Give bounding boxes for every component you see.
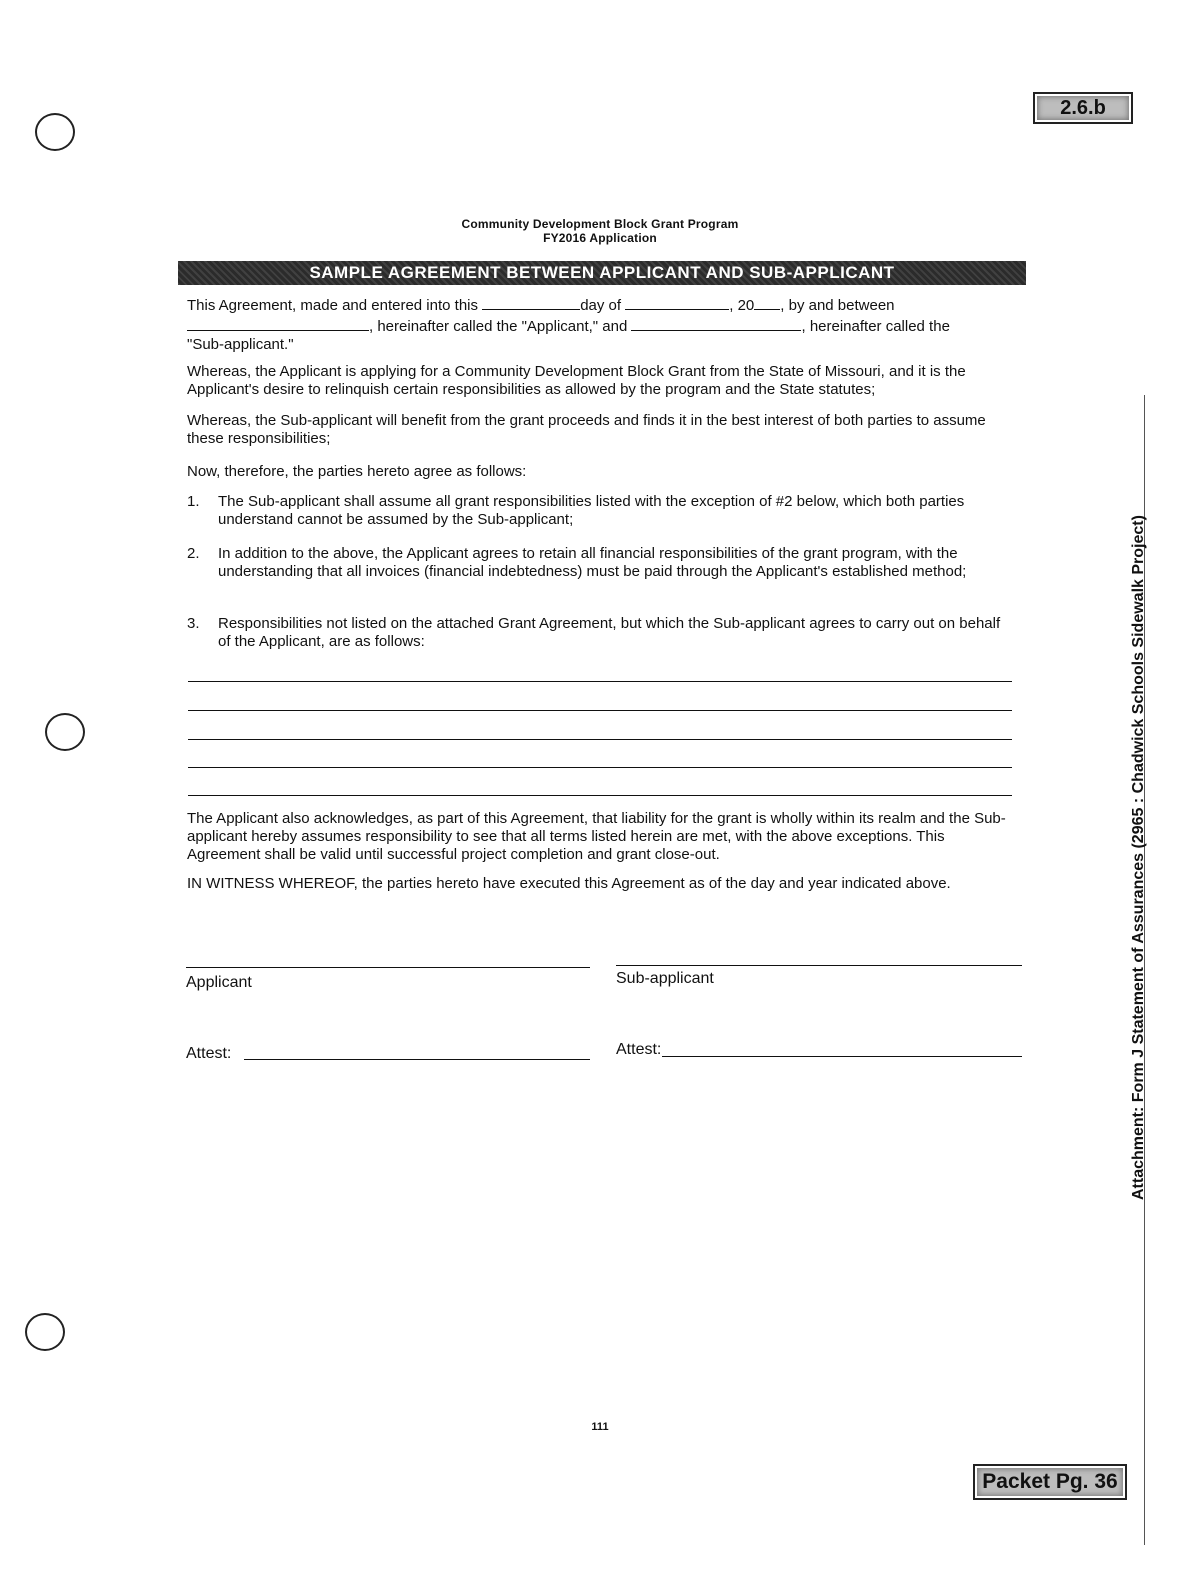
list-item-number: 3. <box>187 615 200 632</box>
agreement-title: SAMPLE AGREEMENT BETWEEN APPLICANT AND SUB-APPLICANT <box>178 261 1026 285</box>
sub-applicant-label: Sub-applicant <box>616 970 714 987</box>
punch-hole-top <box>35 113 75 151</box>
responsibility-line[interactable] <box>188 795 1012 796</box>
list-item-number: 1. <box>187 493 200 510</box>
attachment-side-label: Attachment: Form J Statement of Assurances (2965 : Chadwick Schools Sidewalk Project) <box>1130 515 1147 1200</box>
list-item-text: The Sub-applicant shall assume all grant responsibilities listed with the exception of #2 below, which both parties understand cannot be assumed by the Sub-applicant; <box>218 493 965 528</box>
intro-paragraph <box>187 296 1012 354</box>
program-header: Community Development Block Grant Program <box>461 217 739 231</box>
attest-line-right[interactable] <box>662 1056 1022 1057</box>
attest-label-right: Attest: <box>616 1041 662 1058</box>
attest-label-left: Attest: <box>186 1045 232 1062</box>
intro-text: , hereinafter called the <box>801 318 950 335</box>
now-therefore-paragraph: Now, therefore, the parties hereto agree as follows: <box>187 463 527 480</box>
intro-text: "Sub-applicant." <box>187 336 294 353</box>
intro-text: , 20 <box>729 297 755 314</box>
responsibility-line[interactable] <box>188 739 1012 740</box>
sub-applicant-signature-line[interactable] <box>616 965 1022 966</box>
whereas-paragraph-2: Whereas, the Sub-applicant will benefit from the grant proceeds and finds it in the best interest of both parties to assume these responsibilities; <box>187 412 986 447</box>
intro-text: , hereinafter called the "Applicant," and <box>369 318 628 335</box>
packet-page-badge: Packet Pg. 36 <box>973 1464 1127 1500</box>
punch-hole-middle <box>45 713 85 751</box>
responsibility-line[interactable] <box>188 767 1012 768</box>
attest-line-left[interactable] <box>244 1059 590 1060</box>
applicant-label: Applicant <box>186 974 252 991</box>
month-blank[interactable] <box>625 296 729 310</box>
intro-text: day of <box>580 297 622 314</box>
intro-text: , by and between <box>780 297 895 314</box>
responsibility-line[interactable] <box>188 681 1012 682</box>
page-number: 111 <box>591 1421 609 1433</box>
witness-paragraph: IN WITNESS WHEREOF, the parties hereto have executed this Agreement as of the day and year indicated above. <box>187 875 951 892</box>
intro-text: This Agreement, made and entered into this <box>187 297 479 314</box>
day-blank[interactable] <box>482 296 580 310</box>
application-year-header: FY2016 Application <box>543 231 657 245</box>
list-item-text: Responsibilities not listed on the attached Grant Agreement, but which the Sub-applicant agrees to carry out on behalf of the Applicant, are as follows: <box>218 615 1001 650</box>
whereas-paragraph-1: Whereas, the Applicant is applying for a Community Development Block Grant from the State of Missouri, and it is the Applicant's desire to relinquish certain responsibilities as allowed by the program and the State statutes; <box>187 363 966 398</box>
document-tag-badge: 2.6.b <box>1033 92 1133 124</box>
punch-hole-bottom <box>25 1313 65 1351</box>
list-item-number: 2. <box>187 545 200 562</box>
year-blank[interactable] <box>754 296 780 310</box>
acknowledgement-paragraph: The Applicant also acknowledges, as part of this Agreement, that liability for the grant is wholly within its realm and the Sub-applicant hereby assumes responsibility to see that all terms listed herein are met, with the above exceptions. This Agreement shall be valid until successful project completion and grant close-out. <box>187 810 1006 863</box>
responsibility-line[interactable] <box>188 710 1012 711</box>
applicant-name-blank[interactable] <box>187 317 369 331</box>
list-item-text: In addition to the above, the Applicant agrees to retain all financial responsibilities of the grant program, with the understanding that all invoices (financial indebtedness) must be paid through the Applicant's established method; <box>218 545 967 580</box>
applicant-signature-line[interactable] <box>186 967 590 968</box>
sub-applicant-name-blank[interactable] <box>631 317 801 331</box>
